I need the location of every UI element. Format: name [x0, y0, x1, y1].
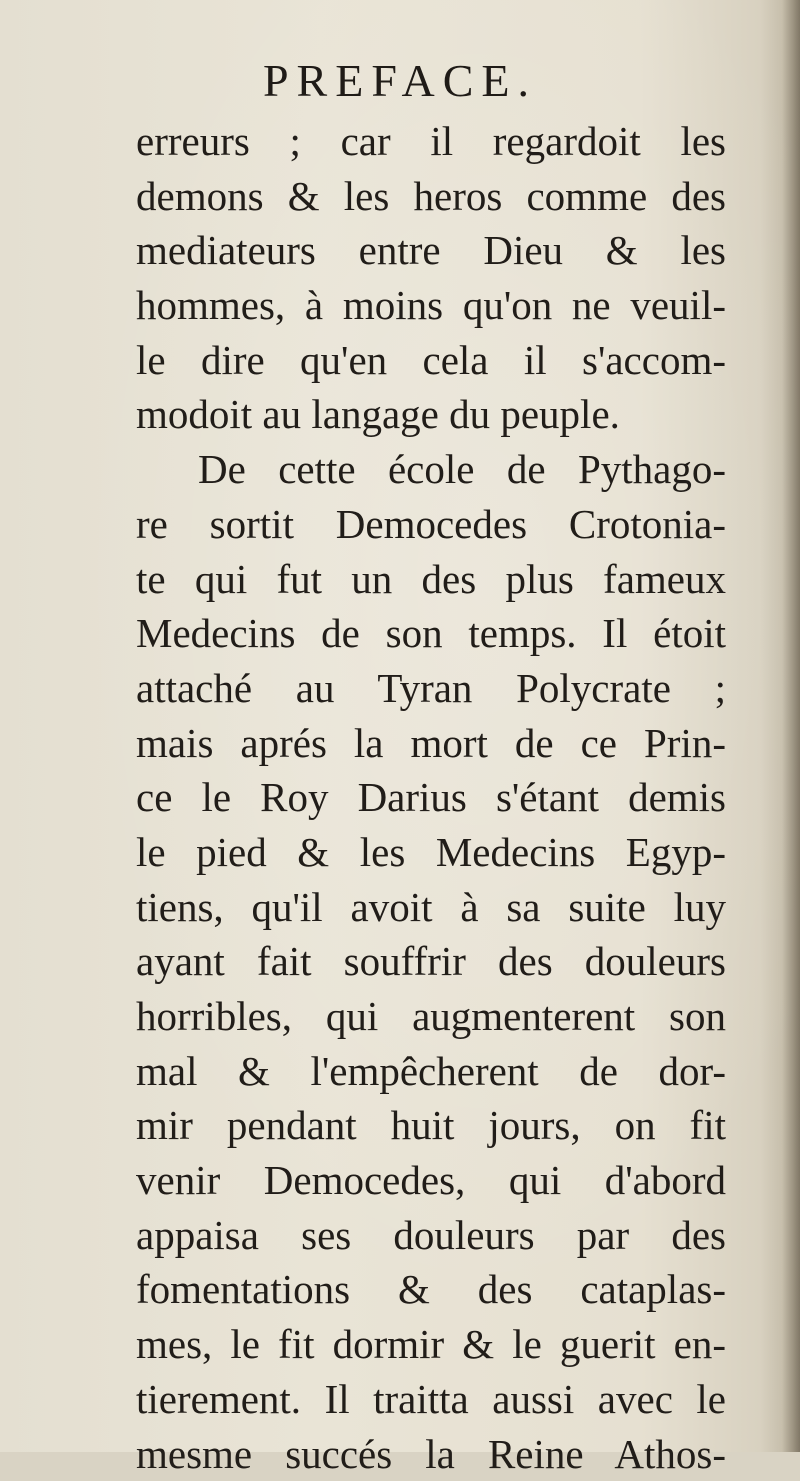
- text-line: venir Democedes, qui d'abord: [136, 1153, 726, 1208]
- text-line: le pied & les Medecins Egyp-: [136, 825, 726, 880]
- running-header: PREFACE.: [0, 58, 800, 104]
- body-text: [136, 114, 726, 1481]
- text-line: tiens, qu'il avoit à sa suite luy: [136, 880, 726, 935]
- text-line: demons & les heros comme des: [136, 169, 726, 224]
- text-line: erreurs ; car il regardoit les: [136, 114, 726, 169]
- text-line: appaisa ses douleurs par des: [136, 1208, 726, 1263]
- text-line: modoit au langage du peuple.: [136, 387, 726, 442]
- text-line: mesme succés la Reine Athos-: [136, 1427, 726, 1481]
- text-line: tierement. Il traitta aussi avec le: [136, 1372, 726, 1427]
- text-line: hommes, à moins qu'on ne veuil-: [136, 278, 726, 333]
- text-line: ayant fait souffrir des douleurs: [136, 934, 726, 989]
- text-line: mes, le fit dormir & le guerit en-: [136, 1317, 726, 1372]
- text-line: mal & l'empêcherent de dor-: [136, 1044, 726, 1099]
- text-line: le dire qu'en cela il s'accom-: [136, 333, 726, 388]
- text-line: De cette école de Pythago-: [136, 442, 726, 497]
- text-line: fomentations & des cataplas-: [136, 1262, 726, 1317]
- page-edge-shadow: [782, 0, 800, 1452]
- text-line: Medecins de son temps. Il étoit: [136, 606, 726, 661]
- text-line: mais aprés la mort de ce Prin-: [136, 716, 726, 771]
- text-line: te qui fut un des plus fameux: [136, 552, 726, 607]
- text-line: re sortit Democedes Crotonia-: [136, 497, 726, 552]
- text-line: mir pendant huit jours, on fit: [136, 1098, 726, 1153]
- text-line: mediateurs entre Dieu & les: [136, 223, 726, 278]
- text-line: horribles, qui augmenterent son: [136, 989, 726, 1044]
- text-line: attaché au Tyran Polycrate ;: [136, 661, 726, 716]
- text-line: ce le Roy Darius s'étant demis: [136, 770, 726, 825]
